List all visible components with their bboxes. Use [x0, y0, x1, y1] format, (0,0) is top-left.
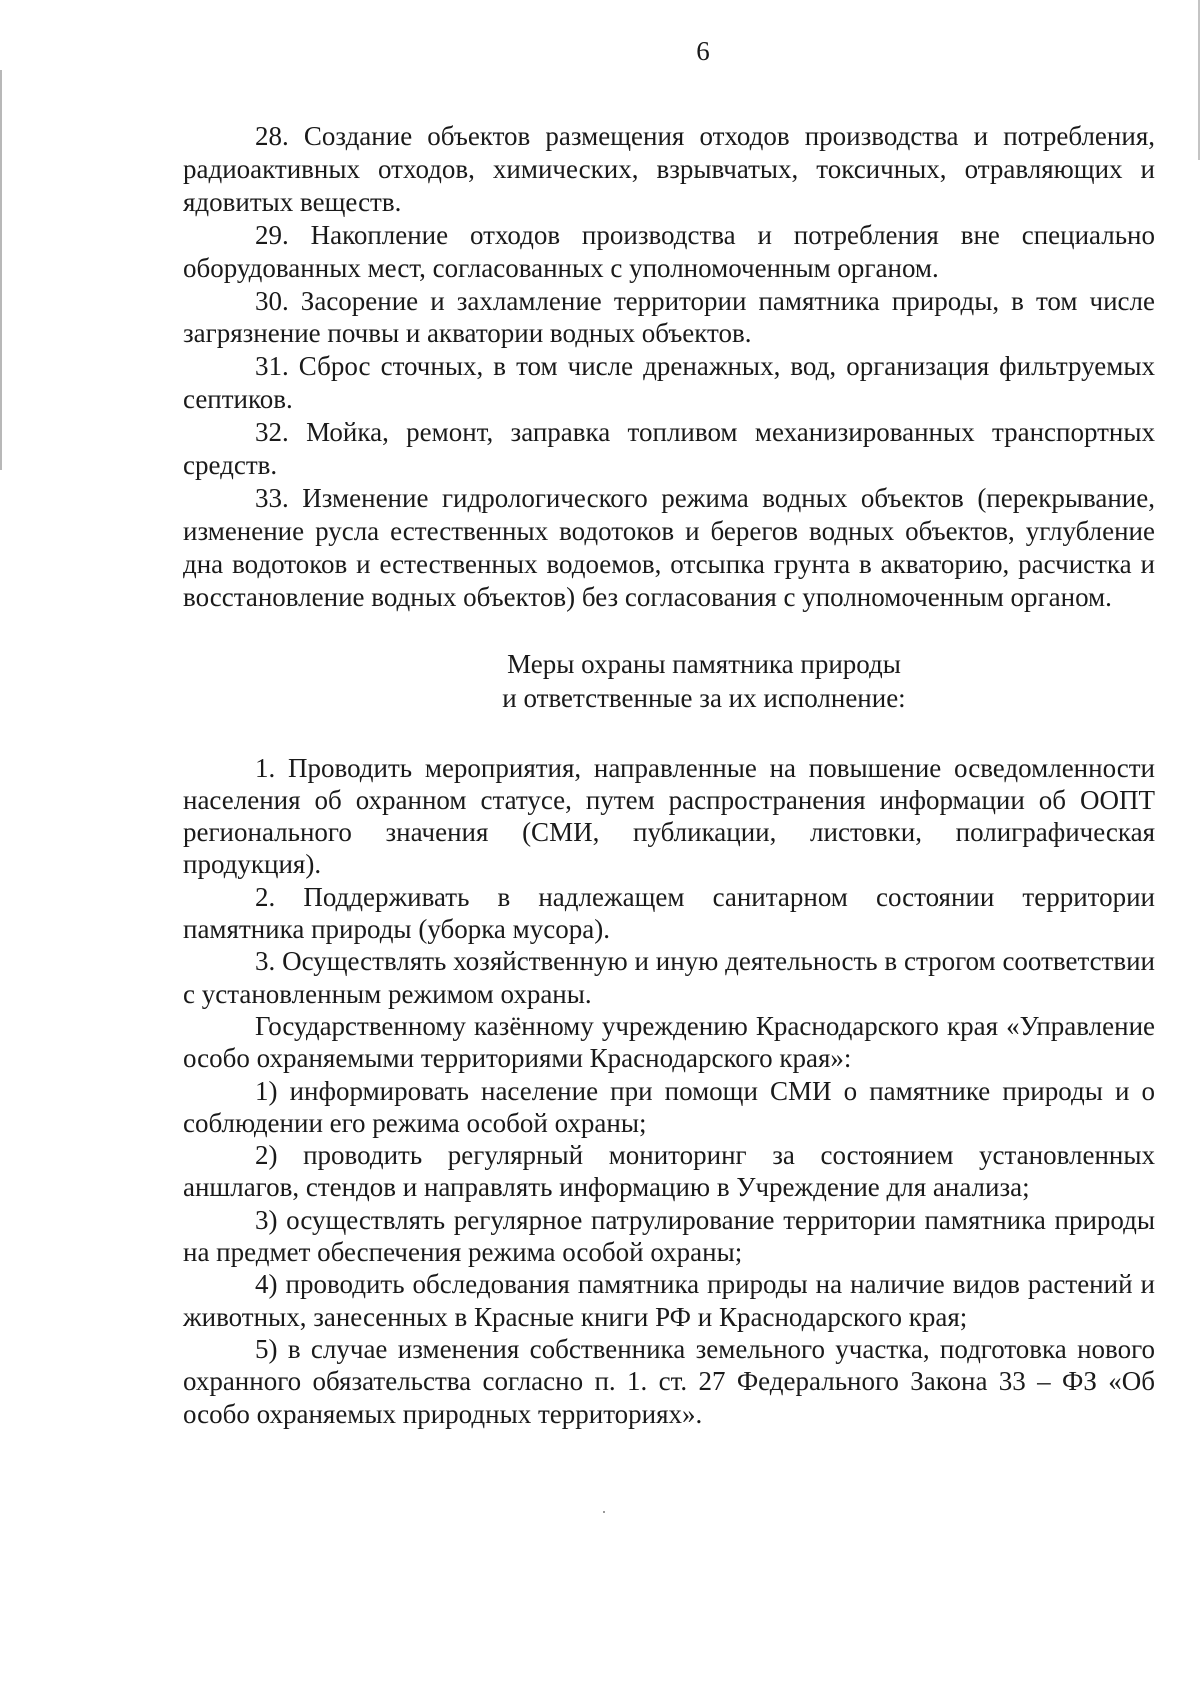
section-heading-line-1: Меры охраны памятника природы: [507, 648, 901, 679]
scan-speck: [603, 1511, 605, 1513]
restriction-item-28: 28. Создание объектов размещения отходов производства и потребления, радиоактивных отходов, химических, взрывчатых, токсичных, отравляющих и ядовитых веществ.: [183, 121, 1155, 217]
duty-item-4: 4) проводить обследования памятника природы на наличие видов растений и животных, занесенных в Красные книги РФ и Краснодарского края;: [183, 1269, 1155, 1332]
duty-item-3: 3) осуществлять регулярное патрулирование территории памятника природы на предмет обеспечения режима особой охраны;: [183, 1204, 1155, 1268]
measures-list: [183, 752, 1155, 1430]
duty-item-5: 5) в случае изменения собственника земельного участка, подготовка нового охранного обязательства согласно п. 1. ст. 27 Федерального Закона 33 – ФЗ «Об особо охраняемых природных территориях».: [183, 1333, 1155, 1429]
measure-item-2: 2. Поддерживать в надлежащем санитарном состоянии территории памятника природы (уборка мусора).: [183, 881, 1155, 945]
measure-item-1: 1. Проводить мероприятия, направленные на повышение осведомленности населения об охранном статусе, путем распространения информации об ООПТ регионального значения (СМИ, публикации, листовки, полиграфическая продукция).: [183, 752, 1155, 880]
page-number: 6: [696, 36, 710, 66]
document-body: [183, 120, 1155, 1430]
section-heading: [183, 647, 1155, 715]
restriction-item-29: 29. Накопление отходов производства и потребления вне специально оборудованных мест, согласованных с уполномоченным органом.: [183, 219, 1155, 283]
section-heading-line-2: и ответственные за их исполнение:: [502, 682, 906, 713]
responsible-institution: Государственному казённому учреждению Краснодарского края «Управление особо охраняемыми территориями Краснодарского края»:: [183, 1010, 1155, 1074]
duty-item-2: 2) проводить регулярный мониторинг за состоянием установленных аншлагов, стендов и направлять информацию в Учреждение для анализа;: [183, 1140, 1155, 1203]
restriction-item-33: 33. Изменение гидрологического режима водных объектов (перекрывание, изменение русла естественных водотоков и берегов водных объектов, углубление дна водотоков и естественных водоемов, отсыпка грунта в акваторию, расчистка и восстановление водных объектов) без согласования с уполномоченным органом.: [183, 482, 1155, 612]
restriction-item-31: 31. Сброс сточных, в том числе дренажных, вод, организация фильтруемых септиков.: [183, 351, 1155, 415]
duty-item-1: 1) информировать население при помощи СМИ о памятнике природы и о соблюдении его режима особой охраны;: [183, 1075, 1155, 1138]
measure-item-3: 3. Осуществлять хозяйственную и иную деятельность в строгом соответствии с установленным режимом охраны.: [183, 946, 1155, 1009]
scan-edge-left: [0, 70, 2, 470]
restrictions-list: [183, 120, 1155, 614]
restriction-item-30: 30. Засорение и захламление территории памятника природы, в том числе загрязнение почвы и акватории водных объектов.: [183, 285, 1155, 349]
restriction-item-32: 32. Мойка, ремонт, заправка топливом механизированных транспортных средств.: [183, 417, 1155, 481]
